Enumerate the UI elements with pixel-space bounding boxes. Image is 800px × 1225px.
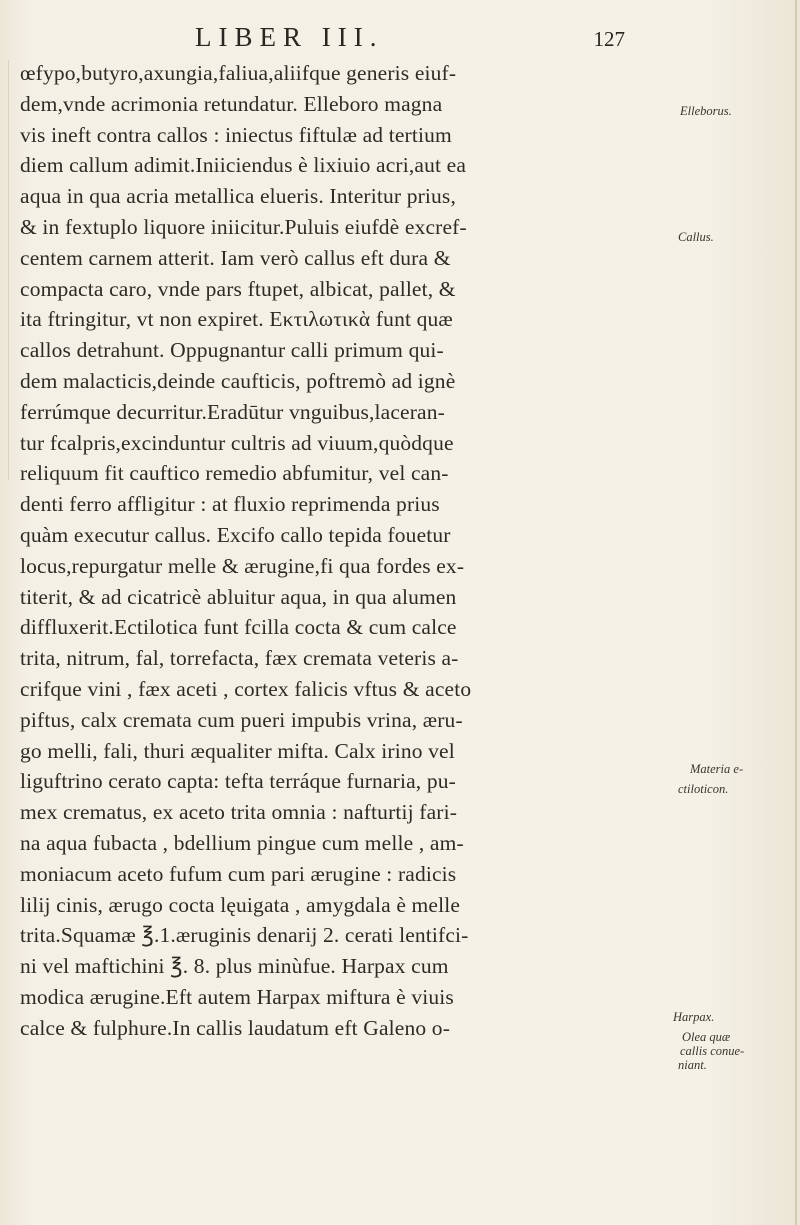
text-line: na aqua fubacta , bdellium pingue cum melle , am- (20, 830, 464, 855)
gutter-shadow (8, 60, 9, 480)
marginal-note-materia: Materia e- (690, 762, 744, 776)
text-line: go melli, fali, thuri æqualiter mifta. Calx irino vel (20, 738, 455, 763)
text-line: trita.Squamæ ℥.1.æruginis denarij 2. cerati lentifci- (20, 923, 469, 948)
text-line: denti ferro affligitur : at fluxio reprimenda prius (20, 492, 440, 517)
marginal-note-olea-line2: callis conue- (680, 1044, 745, 1058)
text-line: tur fcalpris,excinduntur cultris ad viuum,quòdque (20, 430, 454, 455)
text-line: trita, nitrum, fal, torrefacta, fæx cremata veteris a- (20, 646, 459, 671)
text-line: quàm executur callus. Excifo callo tepida fouetur (20, 522, 451, 547)
marginal-note-elleborus: Elleborus. (680, 104, 732, 118)
text-line: ferrúmque decurritur.Eradūtur vnguibus,laceran- (20, 399, 445, 424)
text-line: lilij cinis, ærugo cocta lęuigata , amygdala è melle (20, 892, 461, 917)
page-header (195, 22, 625, 54)
text-line: vis ineft contra callos : iniectus fiftulæ ad tertium (20, 122, 452, 147)
text-line: locus,repurgatur melle & ærugine,fi qua fordes ex- (20, 553, 465, 578)
text-line: ita ftringitur, vt non expiret. Εκτιλωτικὰ funt quæ (20, 307, 453, 332)
text-line: callos detrahunt. Oppugnantur calli primum qui- (20, 338, 444, 363)
text-line: titerit, & ad cicatricè abluitur aqua, in qua alumen (20, 584, 457, 609)
page-number: 127 (593, 27, 625, 51)
text-line: & in fextuplo liquore iniicitur.Puluis eiufdè excref- (20, 214, 467, 239)
text-line: moniacum aceto fufum cum pari ærugine : radicis (20, 861, 457, 886)
text-line: compacta caro, vnde pars ftupet, albicat, pallet, & (20, 276, 456, 301)
text-line: aqua in qua acria metallica elueris. Interitur prius, (20, 184, 456, 209)
marginal-note-callus: Callus. (678, 230, 714, 244)
text-line: calce & fulphure.In callis laudatum eft Galeno o- (20, 1015, 451, 1040)
marginal-note-olea-line1: Olea quæ (682, 1030, 731, 1044)
text-line: dem,vnde acrimonia retundatur. Elleboro magna (20, 91, 443, 116)
text-line: crifque vini , fæx aceti , cortex falicis vftus & aceto (20, 676, 472, 701)
text-line: modica ærugine.Eft autem Harpax miftura è viuis (20, 984, 454, 1009)
text-line: ni vel maftichini ℥. 8. plus minùfue. Harpax cum (20, 954, 449, 979)
marginal-note-ectilotica: ctiloticon. (678, 782, 729, 796)
marginal-note-olea-line3: niant. (678, 1058, 707, 1072)
text-line: piftus, calx cremata cum pueri impubis vrina, æru- (20, 707, 463, 732)
text-line: liguftrino cerato capta: tefta terráque furnaria, pu- (20, 769, 456, 794)
text-line: centem carnem atterit. Iam verò callus eft dura & (20, 245, 451, 270)
page-edge (795, 0, 797, 1225)
text-line: dem malacticis,deinde caufticis, poftremò ad ignè (20, 368, 456, 393)
body-text (20, 58, 668, 1044)
running-title: LIBER III. (195, 22, 384, 52)
text-line: diem callum adimit.Iniiciendus è lixiuio acri,aut ea (20, 153, 467, 178)
text-line: mex crematus, ex aceto trita omnia : nafturtij fari- (20, 800, 458, 825)
text-line: œfypo,butyro,axungia,faliua,aliifque generis eiuf- (20, 61, 457, 85)
text-line: diffluxerit.Ectilotica funt fcilla cocta & cum calce (20, 615, 457, 640)
text-line: reliquum fit cauftico remedio abfumitur, vel can- (20, 461, 449, 486)
marginal-note-harpax: Harpax. (673, 1010, 715, 1024)
